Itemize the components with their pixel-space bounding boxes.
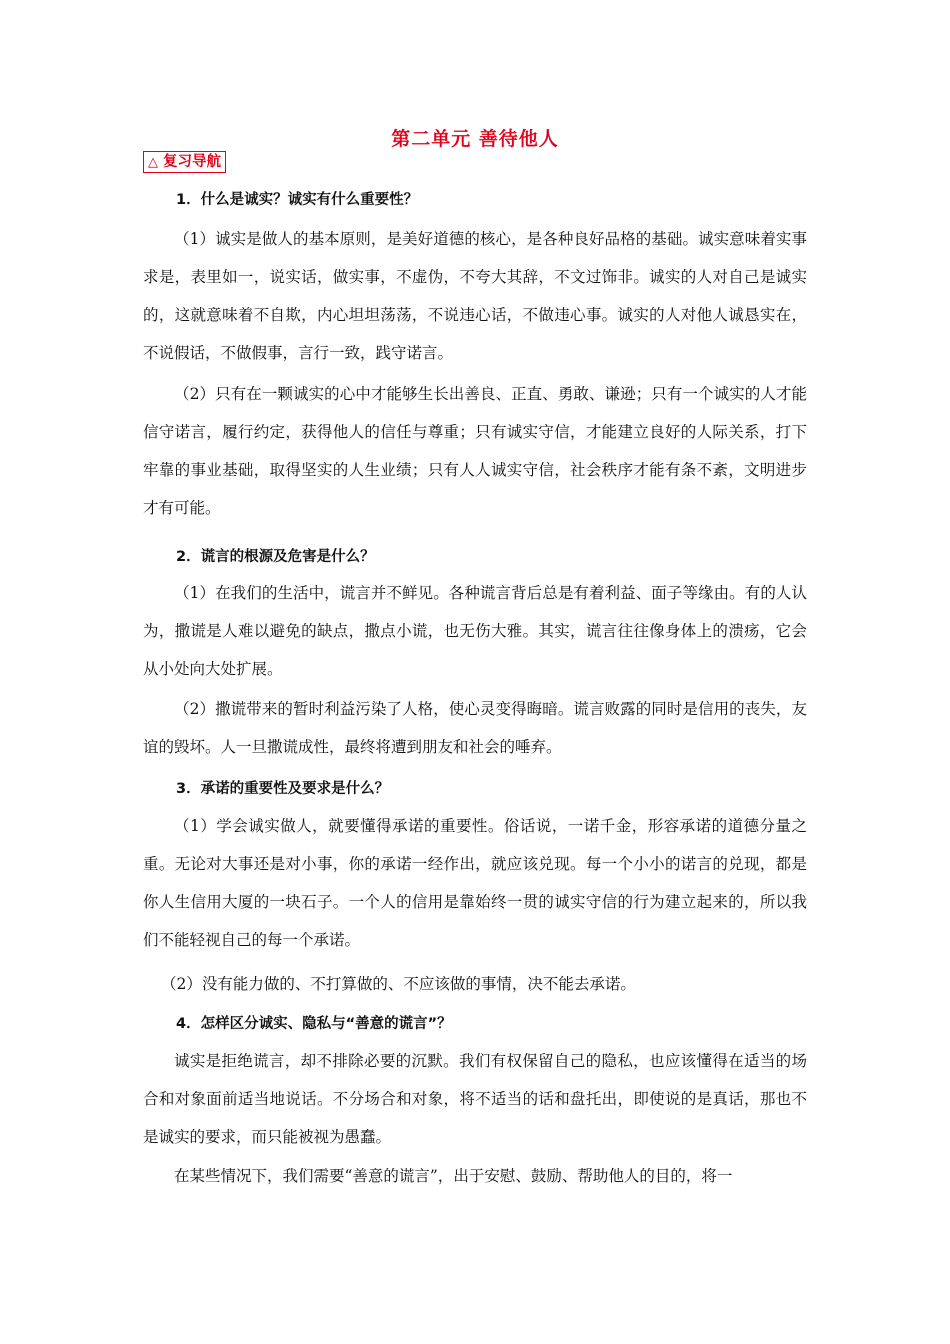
question-heading: 1．什么是诚实？诚实有什么重要性？ (176, 192, 419, 208)
paragraph: （2）撒谎带来的暂时利益污染了人格，使心灵变得晦暗。谎言败露的同时是信用的丧失，友谊的毁坏。人一旦撒谎成性，最终将遭到朋友和社会的唾弃。 (143, 700, 807, 756)
question-heading: 4．怎样区分诚实、隐私与“善意的谎言”？ (176, 1016, 452, 1032)
paragraph: （1）诚实是做人的基本原则，是美好道德的核心，是各种良好品格的基础。诚实意味着实事求是，表里如一，说实话，做实事，不虚伪，不夸大其辞，不文过饰非。诚实的人对自己是诚实的，这就意味着不自欺，内心坦坦荡荡，不说违心话，不做违心事。诚实的人对他人诚恳实在，不说假话，不做假事，言行一致，践守诺言。 (143, 230, 807, 362)
question-heading: 2．谎言的根源及危害是什么？ (176, 549, 375, 565)
paragraph: 诚实是拒绝谎言，却不排除必要的沉默。我们有权保留自己的隐私，也应该懂得在适当的场合和对象面前适当地说话。不分场合和对象，将不适当的话和盘托出，即使说的是真话，那也不是诚实的要求，而只能被视为愚蠢。 (143, 1052, 807, 1146)
paragraph: （1）在我们的生活中，谎言并不鲜见。各种谎言背后总是有着利益、面子等缘由。有的人认为，撒谎是人难以避免的缺点，撒点小谎，也无伤大雅。其实，谎言往往像身体上的溃疡，它会从小处向大处扩展。 (143, 584, 807, 678)
paragraph: （2）只有在一颗诚实的心中才能够生长出善良、正直、勇敢、谦逊；只有一个诚实的人才能信守诺言，履行约定，获得他人的信任与尊重；只有诚实守信，才能建立良好的人际关系，打下牢靠的事业基础，取得坚实的人生业绩；只有人人诚实守信，社会秩序才能有条不紊，文明进步才有可能。 (143, 385, 807, 517)
review-nav-label: 复习导航 (163, 154, 221, 170)
question-heading: 3．承诺的重要性及要求是什么？ (176, 781, 390, 797)
paragraph: 在某些情况下，我们需要“善意的谎言”，出于安慰、鼓励、帮助他人的目的，将一 (174, 1167, 733, 1185)
triangle-icon: △ (148, 155, 158, 170)
review-nav-badge (143, 151, 226, 173)
page-title: 第二单元 善待他人 (391, 128, 559, 150)
paragraph: （1）学会诚实做人，就要懂得承诺的重要性。俗话说，一诺千金，形容承诺的道德分量之重。无论对大事还是对小事，你的承诺一经作出，就应该兑现。每一个小小的诺言的兑现，都是你人生信用大厦的一块石子。一个人的信用是靠始终一贯的诚实守信的行为建立起来的，所以我们不能轻视自己的每一个承诺。 (143, 817, 807, 949)
paragraph: （2）没有能力做的、不打算做的、不应该做的事情，决不能去承诺。 (161, 975, 636, 993)
